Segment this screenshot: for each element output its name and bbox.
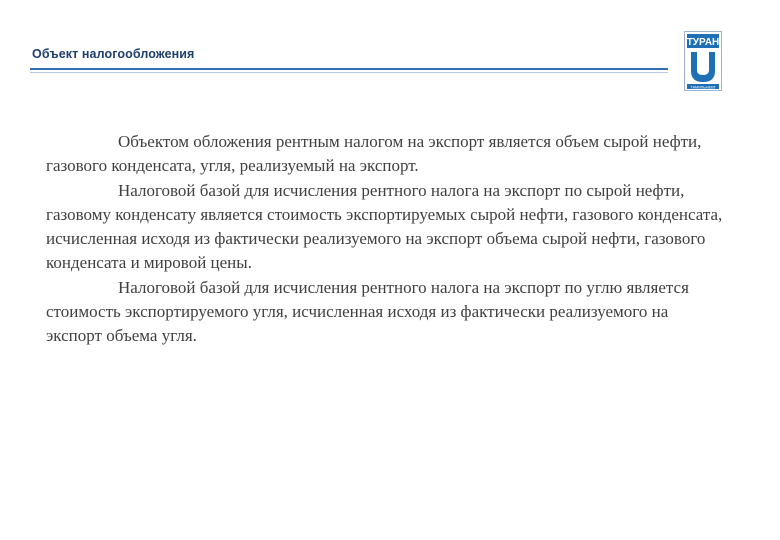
logo-bottom-text: ТАМИЛЬНЕВТ <box>690 85 716 90</box>
paragraph-tax-base-coal: Налоговой базой для исчисления рентного налога на экспорт по углю является стоимость экспортируемого угля, исчисленная исходя из фактически реализуемого на экспорт объема угля. <box>46 277 689 346</box>
slide-header <box>0 0 780 100</box>
company-logo <box>684 31 722 91</box>
paragraph-tax-base-oil: Налоговой базой для исчисления рентного налога на экспорт по сырой нефти, газовому конденсату является стоимость экспортируемых сырой нефти, газового конденсата, исчисленная исходя из фактически реализуемого на экспорт объема сырой нефти, газового конденсата и мировой цены. <box>46 180 723 273</box>
header-divider-shadow <box>30 72 668 73</box>
slide-body <box>46 130 726 349</box>
header-divider <box>30 68 668 70</box>
paragraph-object: Объектом обложения рентным налогом на экспорт является объем сырой нефти, газового конденсата, угля, реализуемый на экспорт. <box>46 132 702 176</box>
logo-top-text: ТУРАН <box>686 37 720 48</box>
slide-title: Объект налогообложения <box>32 47 195 61</box>
